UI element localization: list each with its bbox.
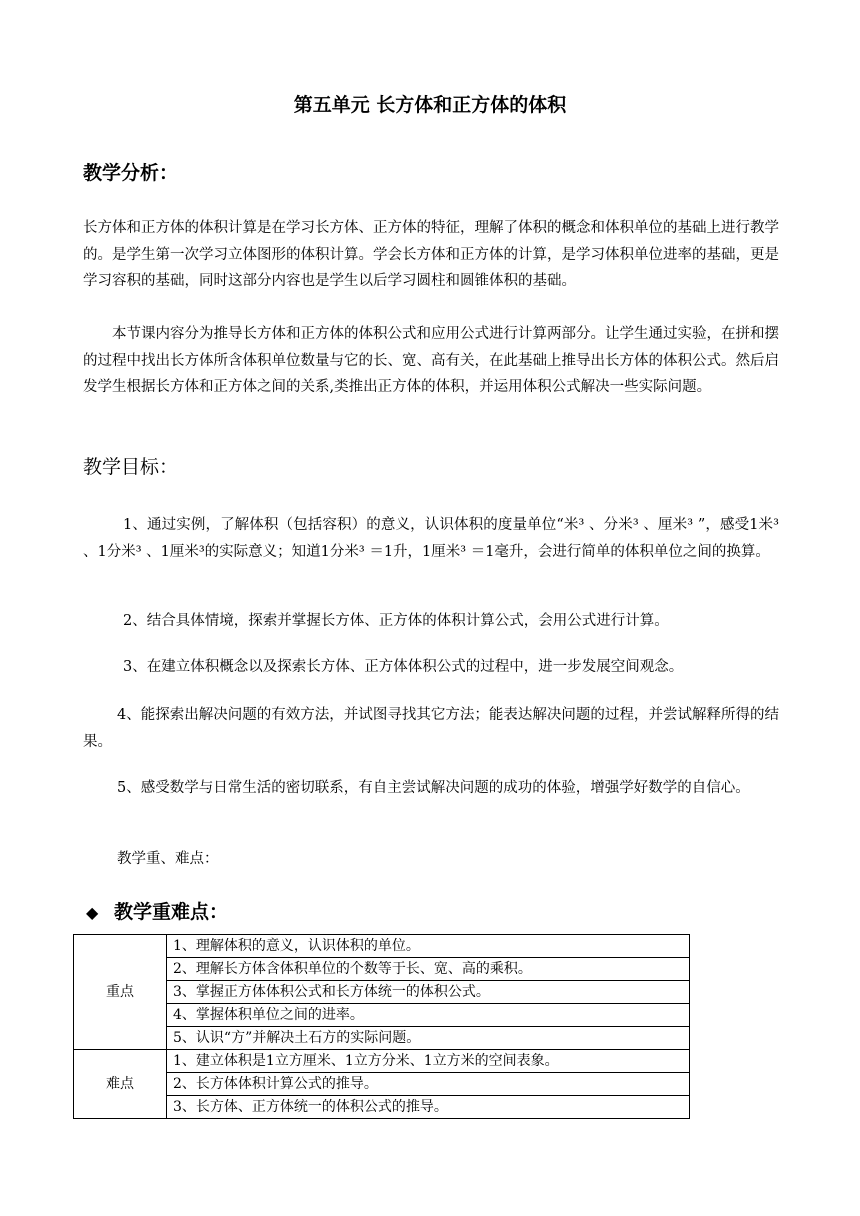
key-points-heading-text: 教学重难点： [114, 901, 229, 923]
table-row [74, 958, 690, 981]
table-row [74, 935, 690, 958]
table-row [74, 981, 690, 1004]
goal-item-4: 4、能探索出解决问题的有效方法，并试图寻找其它方法；能表达解决问题的过程，并尝试解释所得的结果。 [83, 707, 779, 750]
goal-item-1: 1、通过实例，了解体积（包括容积）的意义，认识体积的度量单位“米³ 、分米³ 、厘米³ ”，感受1米³ 、1分米³ 、1厘米³的实际意义；知道1分米³ ＝1升，1厘米³ ＝1毫升，会进行简单的体积单位之间的换算。 [83, 517, 779, 560]
key-points-table [73, 934, 690, 1119]
table-cell: 5、认识“方”并解决土石方的实际问题。 [167, 1027, 690, 1050]
goal-item-3: 3、在建立体积概念以及探索长方体、正方体体积公式的过程中，进一步发展空间观念。 [123, 659, 684, 675]
table-cell: 2、理解长方体含体积单位的个数等于长、宽、高的乘积。 [167, 958, 690, 981]
nandian-label: 难点 [74, 1050, 167, 1119]
table-cell: 4、掌握体积单位之间的进率。 [167, 1004, 690, 1027]
table-row [74, 1004, 690, 1027]
analysis-heading: 教学分析： [83, 162, 179, 184]
goals-trailing-line: 教学重、难点： [117, 851, 219, 867]
table-cell: 1、理解体积的意义，认识体积的单位。 [167, 935, 690, 958]
analysis-paragraph-1: 长方体和正方体的体积计算是在学习长方体、正方体的特征，理解了体积的概念和体积单位的基础上进行教学的。是学生第一次学习立体图形的体积计算。学会长方体和正方体的计算，是学习体积单位进率的基础，更是学习容积的基础，同时这部分内容也是学生以后学习圆柱和圆锥体积的基础。 [83, 220, 779, 289]
table-row [74, 1050, 690, 1073]
document-title: 第五单元 长方体和正方体的体积 [293, 94, 567, 116]
table-row [74, 1027, 690, 1050]
table-row [74, 1073, 690, 1096]
goal-item-2: 2、结合具体情境，探索并掌握长方体、正方体的体积计算公式，会用公式进行计算。 [123, 613, 669, 629]
key-points-heading [86, 898, 228, 927]
table-cell: 3、掌握正方体体积公式和长方体统一的体积公式。 [167, 981, 690, 1004]
analysis-paragraph-2: 本节课内容分为推导长方体和正方体的体积公式和应用公式进行计算两部分。让学生通过实验，在拼和摆的过程中找出长方体所含体积单位数量与它的长、宽、高有关，在此基础上推导出长方体的体积公式。然后启发学生根据长方体和正方体之间的关系,类推出正方体的体积，并运用体积公式解决一些实际问题。 [83, 326, 779, 395]
table-cell: 1、建立体积是1立方厘米、1立方分米、1立方米的空间表象。 [167, 1050, 690, 1073]
zhongdian-label: 重点 [74, 935, 167, 1050]
goals-heading: 教学目标： [83, 456, 179, 478]
goal-item-5: 5、感受数学与日常生活的密切联系，有自主尝试解决问题的成功的体验，增强学好数学的自信心。 [117, 780, 750, 796]
table-cell: 3、长方体、正方体统一的体积公式的推导。 [167, 1096, 690, 1119]
table-row [74, 1096, 690, 1119]
diamond-icon: ◆ [86, 903, 99, 922]
table-cell: 2、长方体体积计算公式的推导。 [167, 1073, 690, 1096]
